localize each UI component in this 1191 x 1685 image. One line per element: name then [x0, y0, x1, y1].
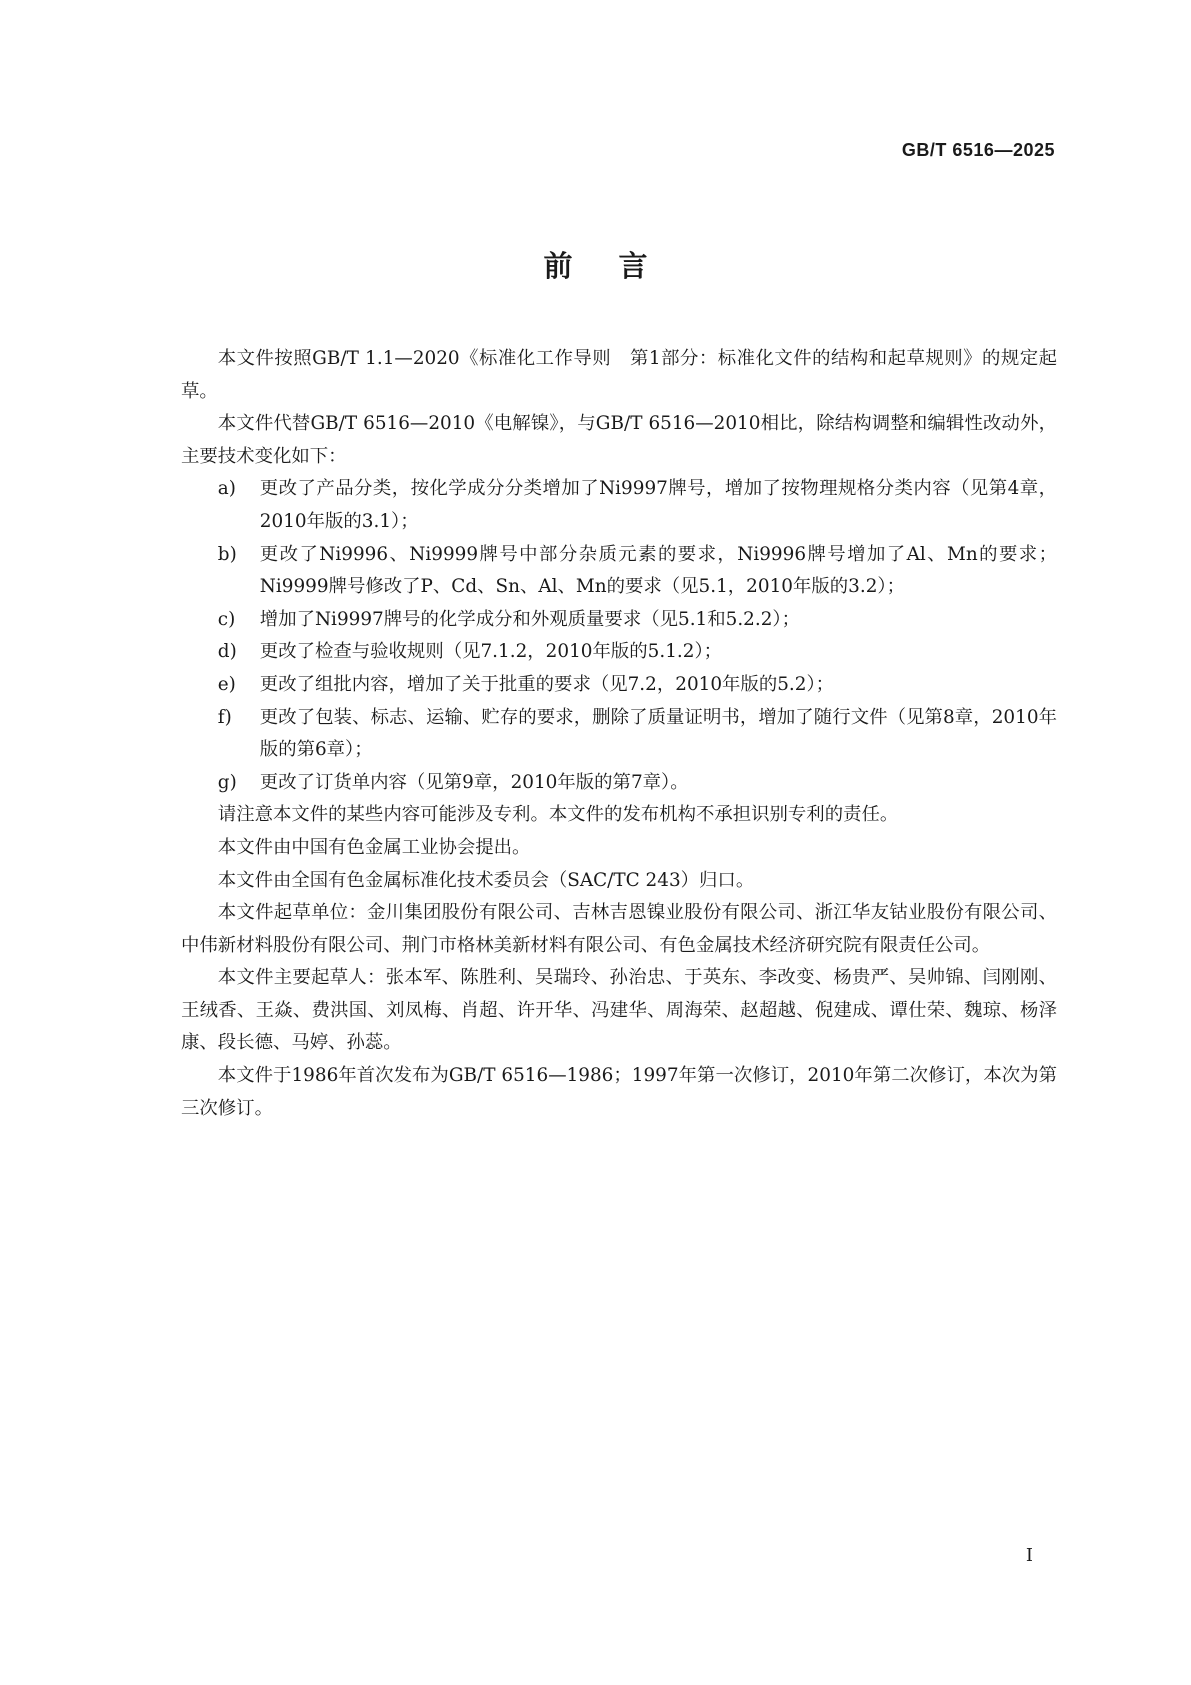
list-marker: b) [217, 543, 237, 565]
list-marker: e) [217, 673, 236, 695]
change-item-e [218, 669, 1057, 702]
list-marker: c) [217, 608, 236, 630]
paragraph-drafters: 本文件主要起草人：张本军、陈胜利、吴瑞玲、孙治忠、于英东、李改变、杨贵严、吴帅锦、闫刚刚、王绒香、王焱、费洪国、刘凤梅、肖超、许开华、冯建华、周海荣、赵超越、倪建成、谭仕荣、魏琼、杨泽康、段长德、马婷、孙蕊。 [181, 967, 1057, 1054]
change-item-f [218, 702, 1057, 767]
change-item-a [218, 473, 1057, 538]
change-text: 更改了检查与验收规则（见7.1.2，2010年版的5.1.2）； [259, 641, 723, 663]
preface-body [181, 343, 1057, 1125]
change-item-d [218, 636, 1057, 669]
page-number: I [1025, 1545, 1033, 1566]
paragraph-history: 本文件于1986年首次发布为GB/T 6516—1986；1997年第一次修订，2010年第二次修订，本次为第三次修订。 [181, 1065, 1057, 1119]
change-text: 更改了订货单内容（见第9章，2010年版的第7章）。 [259, 771, 689, 793]
paragraph-replacement: 本文件代替GB/T 6516—2010《电解镍》，与GB/T 6516—2010相比，除结构调整和编辑性改动外，主要技术变化如下： [181, 413, 1057, 467]
change-text: 更改了Ni9996、Ni9999牌号中部分杂质元素的要求，Ni9996牌号增加了Al、Mn的要求；Ni9999牌号修改了P、Cd、Sn、Al、Mn的要求（见5.1，2010年版的3.2）； [259, 543, 1057, 598]
change-item-b [218, 539, 1057, 604]
paragraph-patent-notice: 请注意本文件的某些内容可能涉及专利。本文件的发布机构不承担识别专利的责任。 [217, 804, 899, 826]
change-item-g [218, 767, 1057, 800]
change-text: 更改了产品分类，按化学成分分类增加了Ni9997牌号，增加了按物理规格分类内容（见第4章，2010年版的3.1）； [259, 478, 1057, 532]
change-text: 增加了Ni9997牌号的化学成分和外观质量要求（见5.1和5.2.2）； [259, 608, 801, 630]
list-marker: f) [217, 706, 232, 728]
list-marker: g) [217, 771, 237, 793]
paragraph-drafting-rules: 本文件按照GB/T 1.1—2020《标准化工作导则 第1部分：标准化文件的结构和起草规则》的规定起草。 [181, 348, 1057, 402]
page-title: 前言 [543, 249, 694, 283]
paragraph-proposer: 本文件由中国有色金属工业协会提出。 [217, 836, 531, 858]
list-marker: a) [217, 478, 236, 500]
list-marker: d) [217, 641, 237, 663]
change-text: 更改了包装、标志、运输、贮存的要求，删除了质量证明书，增加了随行文件（见第8章，2010年版的第6章）； [259, 706, 1057, 761]
change-text: 更改了组批内容，增加了关于批重的要求（见7.2，2010年版的5.2）； [259, 673, 835, 695]
paragraph-drafting-units: 本文件起草单位：金川集团股份有限公司、吉林吉恩镍业股份有限公司、浙江华友钴业股份有限公司、中伟新材料股份有限公司、荆门市格林美新材料有限公司、有色金属技术经济研究院有限责任公司。 [181, 902, 1057, 956]
paragraph-committee: 本文件由全国有色金属标准化技术委员会（SAC/TC 243）归口。 [217, 869, 755, 891]
change-item-c [218, 604, 1057, 637]
standard-number: GB/T 6516—2025 [901, 140, 1055, 160]
